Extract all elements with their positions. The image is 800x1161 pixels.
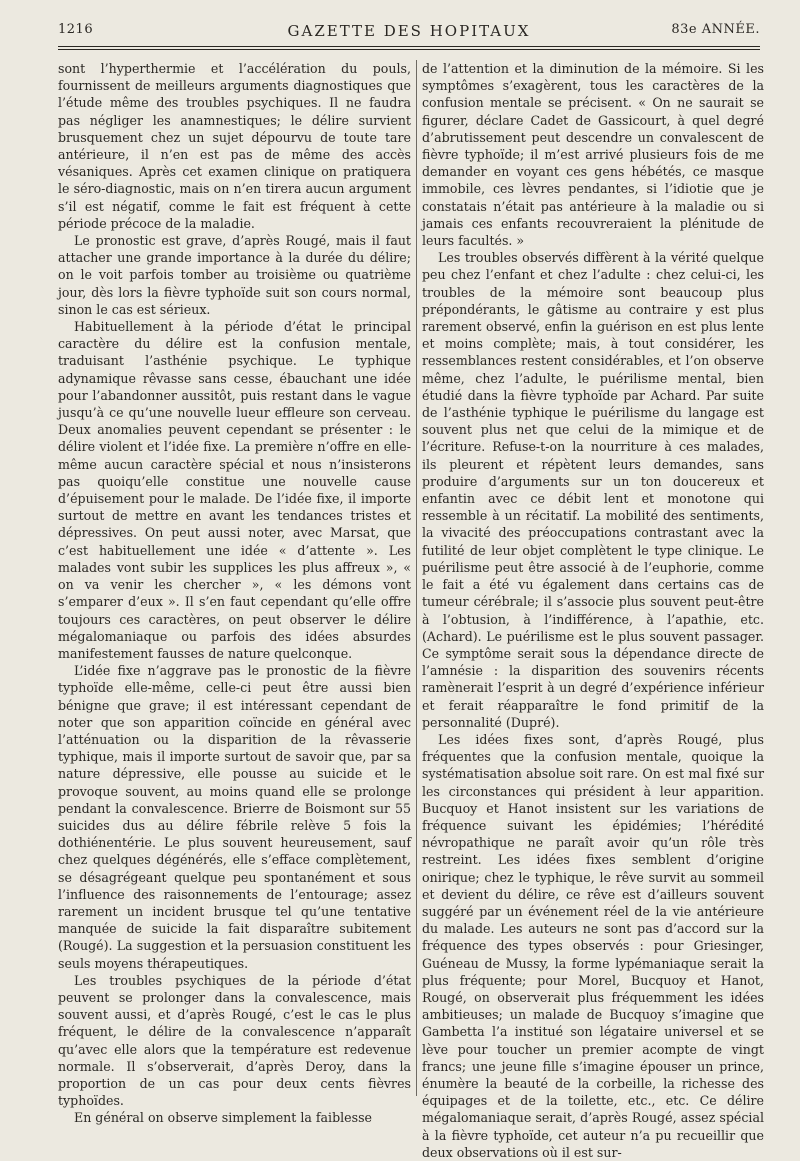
paragraph: Les troubles observés diffèrent à la vérité quelque peu chez l’enfant et chez l’adulte : chez celui-ci, les troubles de la mémoire sont beaucoup plus prépondérants, le gâtisme au contraire y est plus rarement observé, enfin la guérison en est plus lente et moins complète; mais, à tout considérer, les ressemblances restent considérables, et l’on observe même, chez l’adulte, le puérilisme mental, bien étudié dans la fièvre typhoïde par Achard. Par suite de l’asthénie typhique le puérilisme du langage est souvent plus net que celui de la mimique et de l’écriture. Refuse-t-on la nourriture à ces malades, ils pleurent et répètent leurs demandes, sans produire d’arguments sur un ton doucereux et enfantin avec ce débit lent et monotone qui ressemble à un récitatif. La mobilité des sentiments, la vivacité des préoccupations contrastant avec la futilité de leur objet complètent le type clinique. Le puérilisme peut être associé à de l’euphorie, comme le fait a été vu également dans certains cas de tumeur cérébrale; il s’associe plus souvent peut-être à l’obtusion, à l’indifférence, à l’apathie, etc. (Achard). Le puérilisme est le plus souvent passager. Ce symptôme serait sous la dépendance directe de l’amnésie : la disparition des souvenirs récents ramènerait l’esprit à un degré d’expérience inférieur et ferait réapparaître le fond primitif de la personnalité (Dupré). [422, 250, 764, 730]
left-column [58, 60, 411, 1126]
journal-title: GAZETTE DES HOPITAUX [287, 22, 531, 40]
year-label: 83e ANNÉE. [671, 22, 760, 37]
paragraph: L’idée fixe n’aggrave pas le pronostic de la fièvre typhoïde elle-même, celle-ci peut être aussi bien bénigne que grave; il est intéressant cependant de noter que son apparition coïncide en général avec l’atténuation ou la disparition de la rêvasserie typhique, mais il importe surtout de savoir que, par sa nature dépressive, elle pousse au suicide et le provoque souvent, au moins quand elle se prolonge pendant la convalescence. Brierre de Boismont sur 55 suicides dus au délire fébrile relève 5 fois la dothiénentérie. Le plus souvent heureusement, sauf chez quelques dégénérés, elle s’efface complètement, se désagrégeant quelque peu spontanément et sous l’influence des raisonnements de l’entourage; assez rarement un incident brusque tel qu’une tentative manquée de suicide la fait disparaître subitement (Rougé). La suggestion et la persuasion constituent les seuls moyens thérapeutiques. [58, 663, 411, 971]
right-column [422, 60, 764, 1160]
paragraph: Le pronostic est grave, d’après Rougé, mais il faut attacher une grande importance à la durée du délire; on le voit parfois tomber au troisième ou quatrième jour, dès lors la fièvre typhoïde suit son cours normal, sinon le cas est sérieux. [58, 233, 411, 317]
paragraph: de l’attention et la diminution de la mémoire. Si les symptômes s’exagèrent, tous les caractères de la confusion mentale se précisent. « On ne saurait se figurer, déclare Cadet de Gassicourt, à quel degré d’abrutissement peut descendre un convalescent de fièvre typhoïde; il m’est arrivé plusieurs fois de me demander en voyant ces gens hébétés, ce masque immobile, ces lèvres pendantes, si l’idiotie que je constatais n’était pas antérieure à la maladie ou si jamais ces enfants recouvreraient la plénitude de leurs facultés. » [422, 61, 764, 249]
paragraph: Habituellement à la période d’état le principal caractère du délire est la confusion mentale, traduisant l’asthénie psychique. Le typhique adynamique rêvasse sans cesse, ébauchant une idée pour l’abandonner aussitôt, puis restant dans le vague jusqu’à ce qu’une nouvelle lueur effleure son cerveau. Deux anomalies peuvent cependant se présenter : le délire violent et l’idée fixe. La première n’offre en elle-même aucun caractère spécial et nous n’insisterons pas quoiqu’elle constitue une nouvelle cause d’épuisement pour le malade. De l’idée fixe, il importe surtout de mettre en avant les tendances tristes et dépressives. On peut aussi noter, avec Marsat, que c’est habituellement une idée « d’attente ». Les malades vont subir les supplices les plus affreux », « on va venir les chercher », « les démons vont s’emparer d’eux ». Il s’en faut cependant qu’elle offre toujours ces caractères, on peut observer le délire mégalomaniaque ou parfois des idées absurdes manifestement fausses de nature quelconque. [58, 319, 411, 661]
paragraph: sont l’hyperthermie et l’accélération du pouls, fournissent de meilleurs arguments diagnostiques que l’étude même des troubles psychiques. Il ne faudra pas négliger les anamnestiques; le délire survient brusquement chez un sujet dépourvu de toute tare antérieure, il n’en est pas de même des accès vésaniques. Après cet examen clinique on pratiquera le séro-diagnostic, mais on n’en tirera aucun argument s’il est négatif, comme le fait est fréquent à cette période précoce de la maladie. [58, 61, 411, 231]
paragraph: Les troubles psychiques de la période d’état peuvent se prolonger dans la convalescence, mais souvent aussi, et d’après Rougé, c’est le cas le plus fréquent, le délire de la convalescence n’apparaît qu’avec elle alors que la température est redevenue normale. Il s’observerait, d’après Deroy, dans la proportion de un cas pour deux cents fièvres typhoïdes. [58, 972, 411, 1109]
paragraph: Les idées fixes sont, d’après Rougé, plus fréquentes que la confusion mentale, quoique la systématisation absolue soit rare. On est mal fixé sur les circonstances qui président à leur apparition. Bucquoy et Hanot insistent sur les variations de fréquence suivant les épidémies; l’hérédité névropathique ne paraît avoir qu’un rôle très restreint. Les idées fixes semblent d’origine onirique; chez le typhique, le rêve survit au sommeil et devient du délire, ce rêve est d’ailleurs souvent suggéré par un événement réel de la vie antérieure du malade. Les auteurs ne sont pas d’accord sur la fréquence des types observés : pour Griesinger, Guéneau de Mussy, la forme lypémaniaque serait la plus fréquente; pour Morel, Bucquoy et Hanot, Rougé, on observerait plus fréquemment les idées ambitieuses; un malade de Bucquoy s’imagine que Gambetta l’a institué son légataire universel et se lève pour toucher un premier acompte de vingt francs; une jeune fille s’imagine épouser un prince, énumère la beauté de la corbeille, la richesse des équipages et de la toilette, etc., etc. Ce délire mégalomaniaque serait, d’après Rougé, assez spécial à la fièvre typhoïde, cet auteur n’a pu recueillir que deux observations où il est sur- [422, 731, 764, 1160]
header-rule-bottom [58, 49, 760, 50]
page-header [58, 22, 760, 44]
page-number: 1216 [58, 22, 94, 37]
column-divider [416, 60, 417, 1096]
paragraph: En général on observe simplement la faiblesse [74, 1110, 372, 1126]
header-rule-top [58, 46, 760, 47]
